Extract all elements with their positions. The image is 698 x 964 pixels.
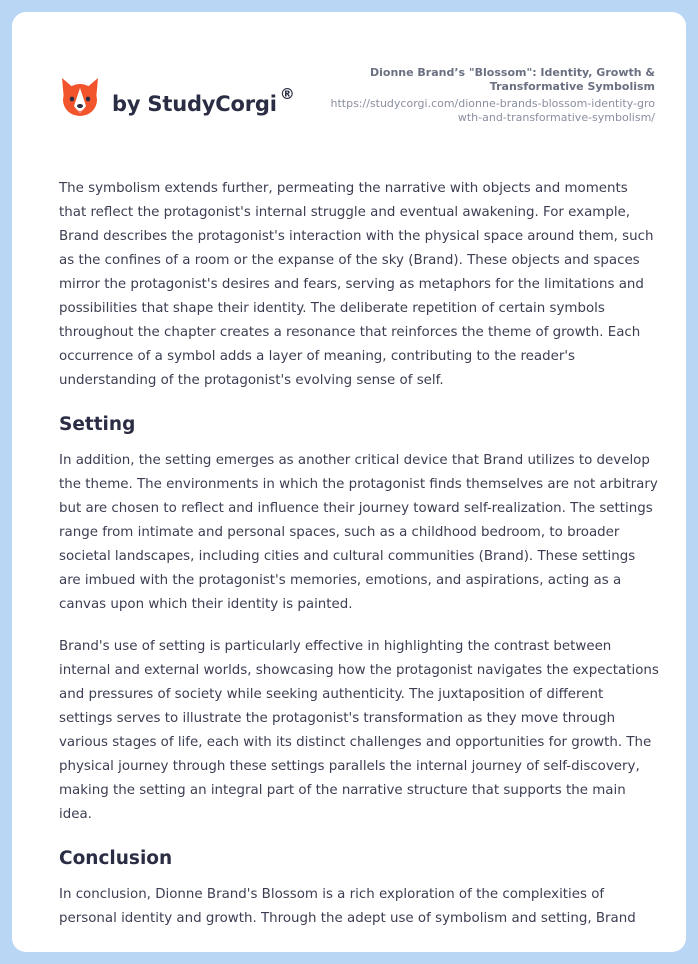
document-title: Dionne Brand’s "Blossom": Identity, Growth & Transformative Symbolism <box>370 66 655 93</box>
paragraph-conclusion: In conclusion, Dionne Brand's Blossom is a rich exploration of the complexities of personal identity and growth. Through the adept use of symbolism and setting, Brand <box>59 887 636 926</box>
paragraph-setting-1: In addition, the setting emerges as another critical device that Brand utilizes to develop the theme. The environments in which the protagonist finds themselves are not arbitrary but are chosen to reflect and influence their journey toward self-realization. The settings range from intimate and personal spaces, such as a childhood bedroom, to broader societal landscapes, including cities and cultural communities (Brand). These settings are imbued with the protagonist's memories, emotions, and aspirations, acting as a canvas upon which their identity is painted. <box>59 453 658 612</box>
heading-setting: Setting <box>59 414 136 435</box>
heading-conclusion: Conclusion <box>59 848 173 869</box>
article-body <box>59 177 659 949</box>
document-page <box>12 12 686 952</box>
brand-name: by StudyCorgi ® <box>112 84 295 116</box>
corgi-icon <box>60 76 100 120</box>
registered-mark: ® <box>279 84 295 103</box>
document-url[interactable]: https://studycorgi.com/dionne-brands-blossom-identity-growth-and-transformative-symbolism/ <box>330 97 655 124</box>
document-meta <box>325 66 655 125</box>
studycorgi-logo[interactable] <box>60 76 295 120</box>
paragraph-setting-2: Brand's use of setting is particularly effective in highlighting the contrast between internal and external worlds, showcasing how the protagonist navigates the expectations and pressures of society while seeking authenticity. The juxtaposition of different settings serves to illustrate the protagonist's transformation as they move through various stages of life, each with its distinct challenges and opportunities for growth. The physical journey through these settings parallels the internal journey of self-discovery, making the setting an integral part of the narrative structure that supports the main idea. <box>59 639 659 822</box>
paragraph-symbolism: The symbolism extends further, permeating the narrative with objects and moments that reflect the protagonist's internal struggle and eventual awakening. For example, Brand describes the protagonist's interaction with the physical space around them, such as the confines of a room or the expanse of the sky (Brand). These objects and spaces mirror the protagonist's desires and fears, serving as metaphors for the limitations and possibilities that shape their identity. The deliberate repetition of certain symbols throughout the chapter creates a resonance that reinforces the theme of growth. Each occurrence of a symbol adds a layer of meaning, contributing to the reader's understanding of the protagonist's evolving sense of self. <box>59 181 654 388</box>
